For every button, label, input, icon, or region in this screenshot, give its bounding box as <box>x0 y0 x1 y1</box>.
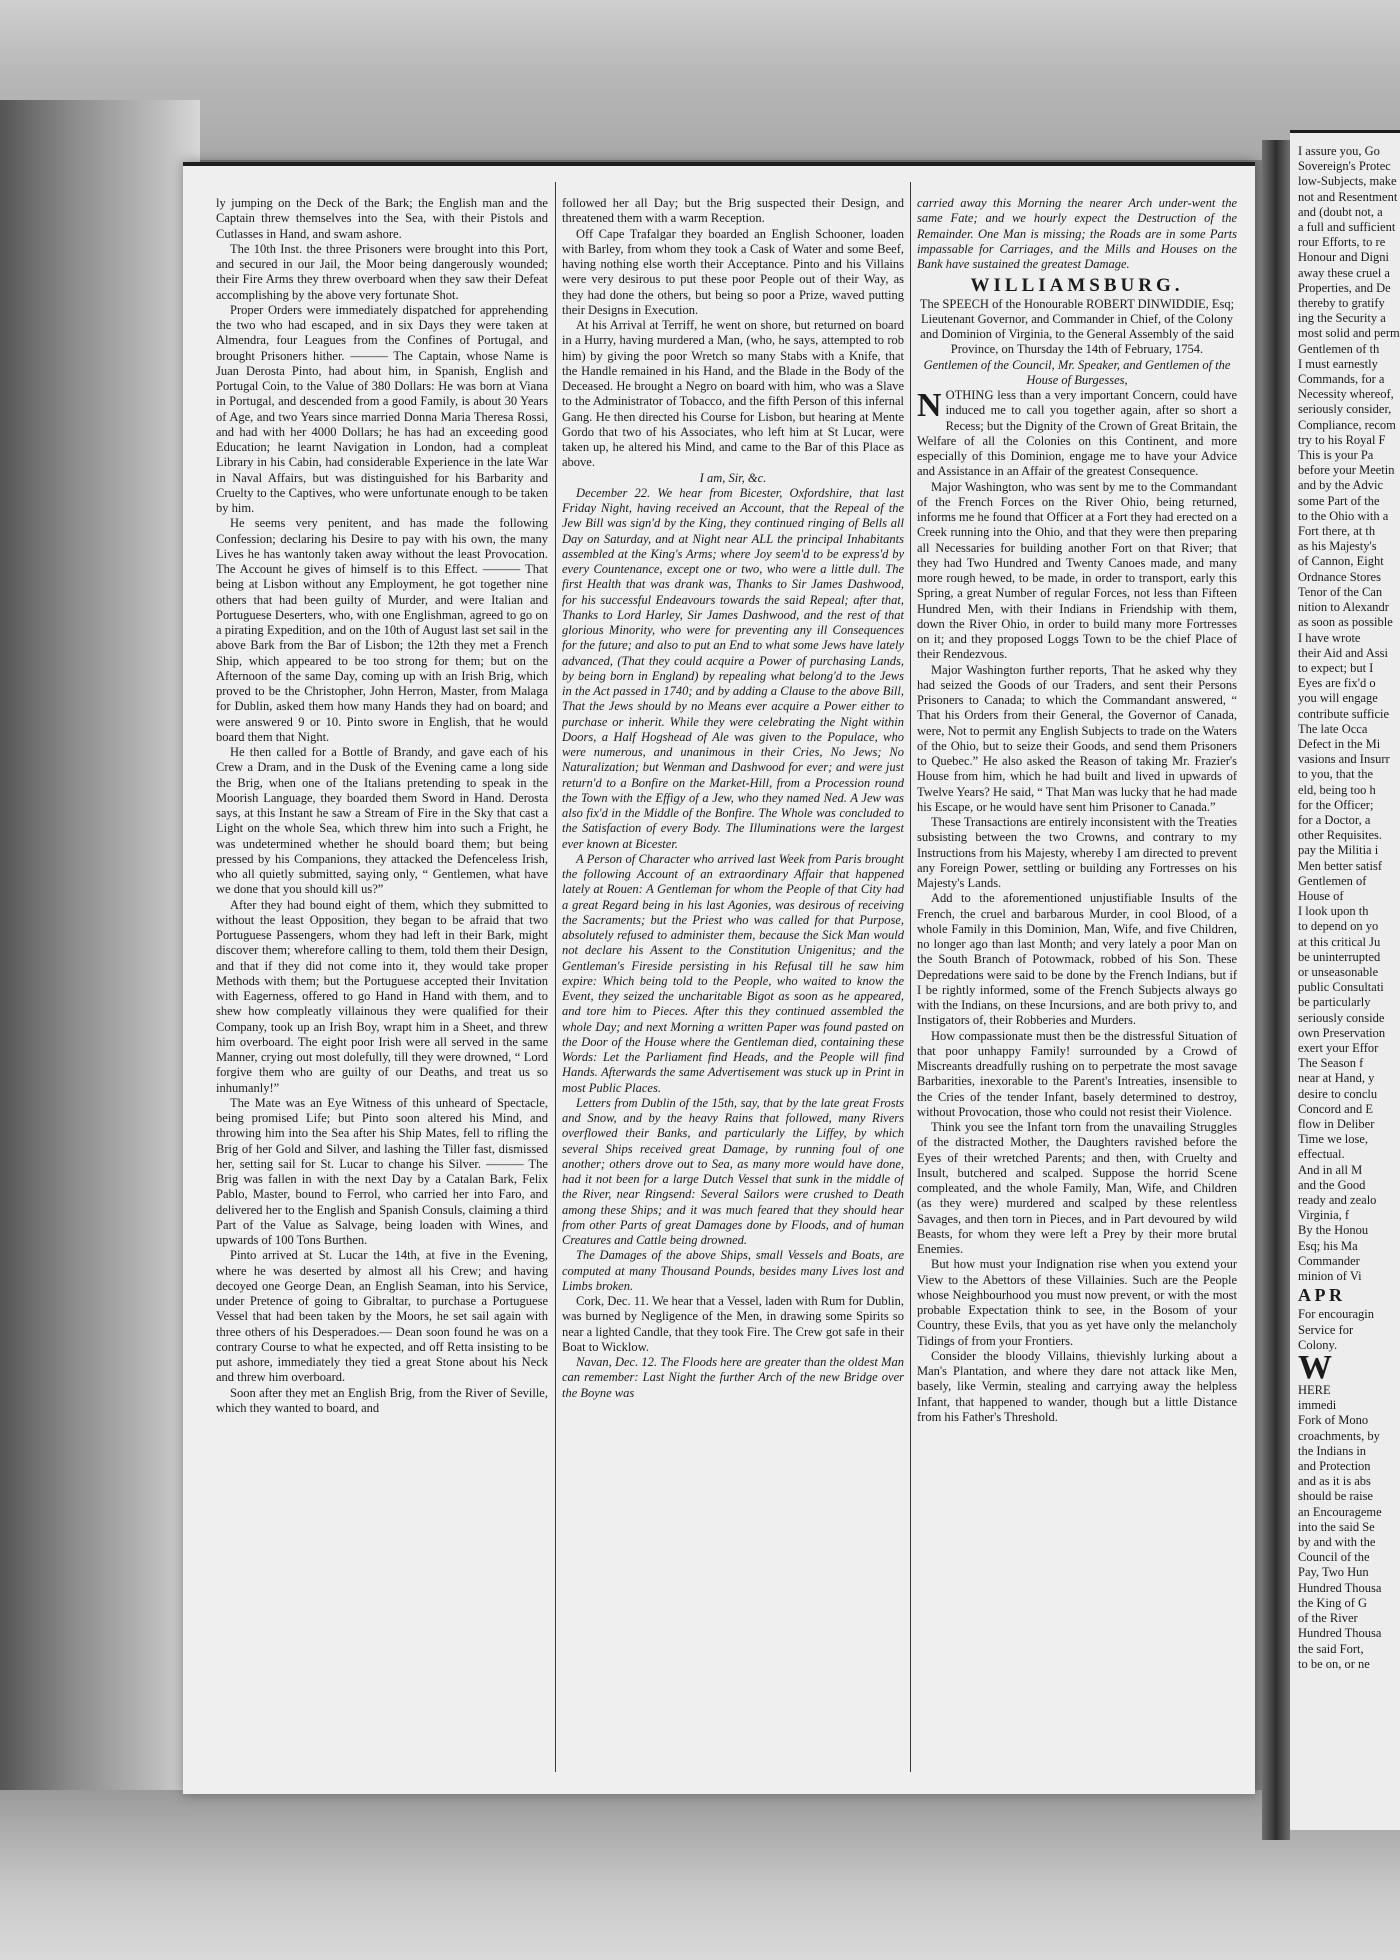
facing-line: ing the Security a <box>1298 311 1386 326</box>
facing-line: Eyes are fix'd o <box>1298 676 1376 691</box>
article-paragraph: Soon after they met an English Brig, from the River of Seville, which they wanted to board, and <box>216 1385 548 1415</box>
article-paragraph: carried away this Morning the nearer Arch under-went the same Fate; and we hourly expect the Destruction of the Remainder. One Man is missing; the Roads are in some Parts impassable for Carriages, and the Mills and Houses on the Bank have sustained the greatest Damage. <box>917 196 1237 271</box>
facing-line: vasions and Insurr <box>1298 752 1390 767</box>
facing-line: croachments, by <box>1298 1428 1380 1443</box>
facing-line: I assure you, Go <box>1298 144 1380 158</box>
facing-line: The late Occa <box>1298 721 1368 736</box>
column-divider <box>555 182 556 1772</box>
news-item-rouen: A Person of Character who arrived last Week from Paris brought the following Account of an extraordinary Affair that happened lately at Rouen: A Gentleman for whom the People of that City had a great Regard being in his last Agonies, was desirous of receiving the Sacraments; but the Priest who was called for that Purpose, absolutely refused to administer them, because the Sick Man would not declare his Assent to the Constitution Unigenitus; and the Gentleman's Fireside persisting in his Refusal till he saw him expire: Which being told to the People, who waited to know the Event, they seized the uncharitable Bigot as soon as he appeared, and tore him to Pieces. After this they continued assembled the whole Day; and next Morning a written Paper was found pasted on the Door of the House where the Gentleman died, containing these Words: Let the Parliament find Heads, and the People will find Hands. Afterwards the same Advertisement was stuck up in Print in most Public Places. <box>562 851 904 1095</box>
speech-paragraph: Add to the aforementioned unjustifiable Insults of the French, the cruel and barbarous Murder, in cool Blood, of a whole Family in this Dominion, Man, Wife, and five Children, no longer ago than last Month; and very lately a poor Man on the South Branch of Potowmack, robbed of his Son. These Depredations were said to be done by the French Indians, but if I be rightly informed, some of the French Subjects always go with the Indians, on these Incursions, and are both privy to, and Instigators of, their Robberies and Murders. <box>917 891 1237 1028</box>
facing-line: and as it is abs <box>1298 1474 1371 1489</box>
facing-line: Pay, Two Hun <box>1298 1565 1369 1580</box>
facing-line: This is your Pa <box>1298 448 1374 463</box>
scan-background-top <box>0 0 1400 160</box>
facing-line: the King of G <box>1298 1595 1368 1610</box>
facing-line: away these cruel a <box>1298 265 1390 280</box>
dateline-heading: WILLIAMSBURG. <box>970 275 1184 297</box>
facing-line: Hundred Thousa <box>1298 1626 1382 1641</box>
facing-line: into the said Se <box>1298 1519 1375 1534</box>
facing-line: For encouragin <box>1298 1307 1375 1322</box>
facing-line: thereby to gratify <box>1298 296 1385 311</box>
facing-line: near at Hand, y <box>1298 1071 1375 1086</box>
speech-title: The SPEECH of the Honourable ROBERT DINWIDDIE, Esq; Lieutenant Governor, and Commander in Chief, of the Colony and Dominion of Virginia, to the General Assembly of the said Province, on Thursday the 14th of February, 1754. <box>919 296 1235 357</box>
facing-heading: A P R <box>1298 1288 1343 1304</box>
facing-line: And in all M <box>1298 1162 1363 1177</box>
facing-line: you will engage <box>1298 691 1378 706</box>
speech-paragraph: But how must your Indignation rise when you extend your View to the Abettors of these Villainies. Such are the People whose Neighbourhood you must now prevent, or with the most probable Expectation think to see, in the Bosom of your Country, these Evils, that you as yet have only the melancholy Tidings of from your Frontiers. <box>917 1257 1237 1348</box>
facing-line: eld, being too h <box>1298 782 1376 797</box>
facing-line: of the River <box>1298 1611 1358 1626</box>
facing-line: low-Subjects, make <box>1298 174 1397 189</box>
facing-line: some Part of the <box>1298 493 1380 508</box>
facing-line: own Preservation <box>1298 1025 1386 1040</box>
facing-line: nition to Alexandr <box>1298 600 1389 615</box>
speech-paragraph: These Transactions are entirely inconsistent with the Treaties subsisting between the two Crowns, and contrary to my Instructions from his Majesty, whereby I am directed to prevent any Foreign Power, settling or building any Fortresses on his Majesty's Lands. <box>917 815 1237 890</box>
facing-line: and Protection <box>1298 1459 1371 1474</box>
news-item-damages: The Damages of the above Ships, small Vessels and Boats, are computed at many Thousand Pounds, besides many Lives lost and Limbs broken. <box>562 1248 904 1293</box>
facing-line: Compliance, recom <box>1298 417 1396 432</box>
facing-line: Commander <box>1298 1253 1360 1268</box>
speech-paragraph: How compassionate must then be the distressful Situation of that poor unhappy Family! surrounded by a Crowd of Miscreants dreadfully rushing on to perpetrate the most savage Barbarities, inexorable to the Parent's Intreaties, insensible to the Cries of the tender Infant, basely determined to destroy, without Provocation, those who could not resist their Violence. <box>917 1028 1237 1119</box>
facing-line: be uninterrupted <box>1298 949 1381 964</box>
article-paragraph: Proper Orders were immediately dispatched for apprehending the two who had escaped, and in six Days they were taken at Almendra, four Leagues from the Confines of Portugal, and brought Prisoners hither. ——— The Captain, whose Name is Juan Derosta Pinto, had about him, in Spanish, English and Portugal Coin, to the Value of 380 Dollars: He was born at Viana in Portugal, and descended from a good Family, is about 30 Years of Age, and two Years since married Donna Maria Theresa Rossi, and had with her 4000 Dollars; he has had an exceeding good Education; he learnt Navigation in London, had a compleat Library in his Cabin, had considerable Experience in the late War in Naval Affairs, but was distinguished for his Barbarity and Cruelty to the Captives, who were unfortunate enough to be taken by him. <box>216 302 548 515</box>
facing-line: effectual. <box>1298 1147 1345 1162</box>
facing-heading: House of <box>1298 888 1344 903</box>
facing-page-text <box>1298 144 1400 1672</box>
article-paragraph: Off Cape Trafalgar they boarded an English Schooner, loaden with Barley, from whom they took a Cask of Water and some Beef, having nothing else worth their Acceptance. Pinto and his Villains were very desirous to put these poor People out of their Way, as they had done the others, but being so poor a Prize, waved putting their Designs in Execution. <box>562 226 904 317</box>
facing-line: Council of the <box>1298 1550 1370 1565</box>
facing-heading: Gentlemen of th <box>1298 341 1380 356</box>
facing-line: as his Majesty's <box>1298 539 1377 554</box>
speech-paragraph: Major Washington further reports, That he asked why they had seized the Goods of our Traders, and sent their Persons Prisoners to Canada; to which the Commandant answered, “ That his Orders from their General, the Governor of Canada, were, Not to permit any English Subjects to trade on the Waters of the Ohio, but to seize their Goods, and send them Prisoners to Quebec.” He also asked the Reason of taking Mr. Frazier's House from him, which he had built and lived in upwards of Twelve Years? He said, “ That Man was lucky that he had made his Escape, or he would have sent him Prisoner to Canada.” <box>917 662 1237 814</box>
column-3 <box>917 196 1237 1774</box>
scan-book-spine <box>0 100 200 1960</box>
column-divider <box>910 182 911 1772</box>
facing-line: Men better satisf <box>1298 858 1383 873</box>
facing-line: should be raise <box>1298 1489 1373 1504</box>
facing-line: exert your Effor <box>1298 1040 1379 1055</box>
facing-line: I look upon th <box>1298 904 1369 919</box>
facing-line: rour Efforts, to re <box>1298 235 1386 250</box>
speech-salutation: Gentlemen of the Council, Mr. Speaker, and Gentlemen of the House of Burgesses, <box>923 357 1231 387</box>
facing-line: not and Resentment <box>1298 189 1398 204</box>
facing-line: public Consultati <box>1298 980 1384 995</box>
facing-line: to be on, or ne <box>1298 1656 1370 1671</box>
facing-line: Properties, and De <box>1298 280 1391 295</box>
facing-line: Sovereign's Protec <box>1298 159 1391 174</box>
facing-line: HERE <box>1298 1383 1331 1398</box>
facing-line: pay the Militia i <box>1298 843 1379 858</box>
facing-line: before your Meetin <box>1298 463 1395 478</box>
facing-page <box>1290 130 1400 1830</box>
facing-drop-cap: W <box>1298 1353 1332 1384</box>
facing-line: to depend on yo <box>1298 919 1379 934</box>
facing-line: ready and zealo <box>1298 1193 1377 1208</box>
column-2 <box>562 196 904 1774</box>
news-item-navan: Navan, Dec. 12. The Floods here are greater than the oldest Man can remember: Last Night the further Arch of the new Bridge over the Boyne was <box>562 1355 904 1400</box>
article-paragraph: ly jumping on the Deck of the Bark; the English man and the Captain threw themselves into the Sea, with their Pistols and Cutlasses in Hand, and swam ashore. <box>216 196 548 241</box>
facing-line: Defect in the Mi <box>1298 736 1381 751</box>
facing-line: or unseasonable <box>1298 964 1379 979</box>
facing-line: of Cannon, Eight <box>1298 554 1384 569</box>
facing-line: and by the Advic <box>1298 478 1384 493</box>
scan-background-bottom <box>0 1790 1400 1960</box>
top-rule <box>1290 130 1400 133</box>
facing-line: Ordnance Stores <box>1298 569 1381 584</box>
facing-line: I have wrote <box>1298 630 1361 645</box>
facing-line: desire to conclu <box>1298 1086 1378 1101</box>
facing-line: Fork of Mono <box>1298 1413 1369 1428</box>
article-paragraph: The 10th Inst. the three Prisoners were brought into this Port, and secured in our Jail, the Moor being dangerously wounded; their Fire Arms they threw overboard when they saw their Defeat accomplishing by the above very fortunate Shot. <box>216 241 548 302</box>
page-gutter <box>1262 140 1290 1840</box>
facing-line: a full and sufficient <box>1298 220 1396 235</box>
article-paragraph: After they had bound eight of them, which they submitted to without the least Opposition, they began to be afraid that two Portuguese Passengers, whom they had left in their Bark, might discover them; wherefore calling to them, told them their Design, and that if they did not come into it, they would take proper Methods with them; but the Portuguese accepted their Invitation with Eagerness, offered to go Hand in Hand with them, and to shew how compleatly villainous they were qualified for their Company, took up an Irish Boy, wrapt him in a Sheet, and threw him overboard. The eight poor Irish were all served in the same Manner, crying out most dolefully, till they were drowned, “ Lord forgive them who are guilty of our Deaths, and treat us so inhumanly!” <box>216 897 548 1095</box>
facing-line: for the Officer; <box>1298 797 1374 812</box>
facing-line: their Aid and Assi <box>1298 645 1388 660</box>
facing-line: for a Doctor, a <box>1298 812 1371 827</box>
newspaper-page <box>183 162 1255 1794</box>
facing-line: Tenor of the Can <box>1298 584 1383 599</box>
facing-line: Esq; his Ma <box>1298 1238 1358 1253</box>
facing-line: the said Fort, <box>1298 1641 1364 1656</box>
speech-paragraph: Think you see the Infant torn from the unavailing Struggles of the distracted Mother, the Daughters ravished before the Eyes of their wretched Parents; and then, with Cruelty and Insult, butchered and scalped. Suppose the horrid Scene compleated, and the whole Family, Man, Wife, and Children (as they were) murdered and scalped by these relentless Savages, and then torn in Pieces, and in Part devoured by wild Beasts, for whom they were left a Prey by their more brutal Enemies. <box>917 1120 1237 1256</box>
facing-line: to expect; but I <box>1298 660 1374 675</box>
facing-line: to you, that the <box>1298 767 1373 782</box>
facing-line: try to his Royal F <box>1298 432 1386 447</box>
facing-heading: Gentlemen of <box>1298 873 1367 888</box>
speech-paragraph: Major Washington, who was sent by me to the Commandant of the French Forces on the River Ohio, being returned, informs me he found that Officer at a Fort they had erected on a Creek running into the Ohio, and that they were then preparing all Necessaries for building another Fort on that River; that they had Two Hundred and Twenty Canoes made, and many more rough hewed, to be made, in order to transport, early this Spring, a great Number of regular Forces, not less than Fifteen Hundred Men, with their Indians in Friendship with them, down the River Ohio, in order to build many more Fortresses on it; and they proposed Loggs Town to be the chief Place of their Rendezvous. <box>917 479 1237 662</box>
drop-cap: N <box>917 387 942 424</box>
facing-line: be particularly <box>1298 995 1371 1010</box>
facing-line: other Requisites. <box>1298 828 1383 843</box>
facing-line: Fort there, at th <box>1298 524 1376 539</box>
article-paragraph: He seems very penitent, and has made the following Confession; declaring his Desire to pay with his own, the many Lives he has wantonly taken away without the least Provocation. The Account he gives of himself is to this Effect. ——— That being at Lisbon without any Employment, he got together nine others that had been guilty of Murder, and were Italian and Portuguese Deserters, who, with one Englishman, agreed to go on a pirating Expedition, and on the 10th of August last set sail in the above Bark from the Bar of Lisbon; the 12th they met a French Ship, which appeared to be too strong for them; but on the Afternoon of the same Day, coming up with an Irish Brig, which proved to be the Christopher, John Herron, Master, from Malaga for Dublin, asked them how many Hands they had on board; and were answered 9 or 10. Pinto swore in English, that he would board them that Night. <box>216 516 548 744</box>
facing-line: Honour and Digni <box>1298 250 1389 265</box>
article-paragraph: At his Arrival at Terriff, he went on shore, but returned on board in a Hurry, having murdered a Man, (who, he says, attempted to rob him) by giving the poor Wretch so many Stabs with a Knife, that the Handle remained in his Hand, and the Blade in the Body of the Deceased. He brought a Negro on board with him, who was a Slave to the Administrator of Tobacco, and the fifth Person of this infernal Gang. He then directed his Course for Lisbon, but hearing at Mente Gordo that two of his Associates, who left him at St Lucar, were taken up, he altered his Mind, and came to the Bar of this Place as above. <box>562 318 904 470</box>
facing-line: minion of Vi <box>1298 1269 1362 1284</box>
facing-line: at this critical Ju <box>1298 934 1381 949</box>
facing-line: Service for <box>1298 1322 1354 1337</box>
letter-closing: I am, Sir, &c. <box>699 470 767 485</box>
news-item-bicester: December 22. We hear from Bicester, Oxfordshire, that last Friday Night, having received an Account, that the Repeal of the Jew Bill was sign'd by the King, they continued ringing of Bells all Day on Saturday, and at Night near ALL the principal Inhabitants assembled at the King's Arms; where Joy seem'd to be express'd by every Countenance, except one or two, who were a little dull. The first Health that was drank was, Thanks to Sir James Dashwood, for his successful Endeavours towards the said Repeal; after that, Thanks to Lord Harley, Sir James Dashwood, and the rest of that glorious Minority, who were for preventing any ill Consequences for the future; and also to put an End to what some Jews have lately advanced, (That they could acquire a Power of purchasing Lands, by being born in England) by repealing what belong'd to the Jews in the Act passed in 1740; and by adding a Clause to the above Bill, That the Jews should by no Means ever acquire a Power either to purchase or inherit. While they were celebrating the Night within Doors, a Half Hogshead of Ale was given to the Populace, who were numerous, and unanimous in their Cries, No Jews; No Naturalization; but Wenman and Dashwood for ever; and were just return'd to a Bonfire on the Market-Hill, from a Procession round the Town with the Effigy of a Jew, who they named Ned. A Jew was also fix'd in the Middle of the Bonfire. The Whole was concluded to the Satisfaction of every Body. The Illuminations were the largest ever known at Bicester. <box>562 485 904 851</box>
facing-line: I must earnestly <box>1298 356 1378 371</box>
facing-line: Time we lose, <box>1298 1132 1369 1147</box>
facing-line: the Indians in <box>1298 1443 1367 1458</box>
facing-line: seriously consider, <box>1298 402 1392 417</box>
article-paragraph: He then called for a Bottle of Brandy, and gave each of his Crew a Dram, and in the Dusk of the Evening came a long side the Brig, when one of the Italians pretending to speak in the Moorish Language, they boarded them Sword in Hand. Derosta says, at this Instant he saw a Stream of Fire in the Sky that cast a Light on the whole Sea, which threw him into such a Fright, he was undetermined whether he should board them; but being pressed by his Companions, they attacked the Defenceless Irish, who all quietly submitted, saying only, “ Gentlemen, what have we done that you should kill us?” <box>216 745 548 897</box>
facing-line: Hundred Thousa <box>1298 1580 1382 1595</box>
facing-line: by and with the <box>1298 1535 1376 1550</box>
news-item-dublin: Letters from Dublin of the 15th, say, that by the late great Frosts and Snow, and by the heavy Rains that followed, many Rivers overflowed their Banks, and particularly the Liffey, by which several Ships received great Damage, by running foul of one another; others drove out to Sea, as many more would have done, had it not been for a large Dutch Vessel that sunk in the middle of the River, near Ringsend: Several Sailors were crushed to Death among these Ships; and it was much feared that they should hear from other Parts of great Damages done by Floods, and of human Creatures and Cattle being drowned. <box>562 1095 904 1247</box>
article-paragraph: The Mate was an Eye Witness of this unheard of Spectacle, being promised Life; but Pinto soon altered his Mind, and throwing him into the Sea after his Ship Mates, fell to rifling the Brig of her Gold and Silver, and lashing the Tiller fast, dismissed her, setting sail for St. Lucar to change his Silver. ——— The Brig was fallen in with the next Day by a Catalan Bark, Felix Pablo, Master, bound to Ferrol, who carried her into Faro, and delivered her to the English and Spanish Consuls, claiming a third Part of the Value as Salvage, being loaden with Wines, and upwards of 100 Tons Burthen. <box>216 1095 548 1247</box>
column-1 <box>216 196 548 1774</box>
facing-line: most solid and perm <box>1298 326 1400 341</box>
facing-line: and the Good <box>1298 1177 1366 1192</box>
facing-line: and (doubt not, a <box>1298 204 1383 219</box>
facing-line: contribute sufficie <box>1298 706 1390 721</box>
facing-line: Commands, for a <box>1298 372 1385 387</box>
speech-opening-text: OTHING less than a very important Concern, could have induced me to call you together again, after so short a Recess; but the Dignity of the Crown of Great Britain, the Welfare of all the Colonies on this Continent, and more especially of this Dominion, engage me to have your Advice and Assistance in an Affair of the greatest Consequence. <box>917 388 1237 479</box>
facing-line: Concord and E <box>1298 1101 1373 1116</box>
facing-signature: Virginia, f <box>1298 1208 1350 1223</box>
facing-line: Colony. <box>1298 1337 1338 1352</box>
facing-line: flow in Deliber <box>1298 1117 1375 1131</box>
facing-line: to the Ohio with a <box>1298 508 1389 523</box>
facing-line: By the Honou <box>1298 1223 1369 1238</box>
article-paragraph: Pinto arrived at St. Lucar the 14th, at five in the Evening, where he was deserted by almost all his Crew; and having decoyed one George Dean, an English Seaman, into his Service, under Pretence of going to Gibraltar, to purchase a Portuguese Vessel that had been taken by the Moors, he set sail again with three others of his Desperadoes.— Dean soon found he was on a contrary Course to what he expected, and off Retta insisting to be put ashore, immediately they tied a great Stone about his Neck and threw him overboard. <box>216 1248 548 1385</box>
facing-line: Necessity whereof, <box>1298 387 1394 402</box>
facing-line: The Season f <box>1298 1056 1364 1071</box>
facing-line: as soon as possible <box>1298 615 1393 630</box>
facing-line: immedi <box>1298 1398 1337 1413</box>
facing-line: an Encourageme <box>1298 1504 1382 1519</box>
top-rule <box>183 162 1255 166</box>
news-item-cork: Cork, Dec. 11. We hear that a Vessel, laden with Rum for Dublin, was burned by Negligence of the Men, in drawing some Spirits so near a lighted Candle, that they took Fire. The Crew got safe in their Boat to Wicklow. <box>562 1294 904 1354</box>
speech-paragraph: Consider the bloody Villains, thievishly lurking about a Man's Plantation, and where they dare not attack like Men, basely, like Vermin, stealing and carrying away the helpless Infant, that happened to wander, though but a little Distance from his Father's Threshold. <box>917 1348 1237 1424</box>
facing-line: seriously conside <box>1298 1010 1385 1025</box>
article-paragraph: followed her all Day; but the Brig suspected their Design, and threatened them with a warm Reception. <box>562 196 904 226</box>
speech-opening <box>917 388 1237 480</box>
